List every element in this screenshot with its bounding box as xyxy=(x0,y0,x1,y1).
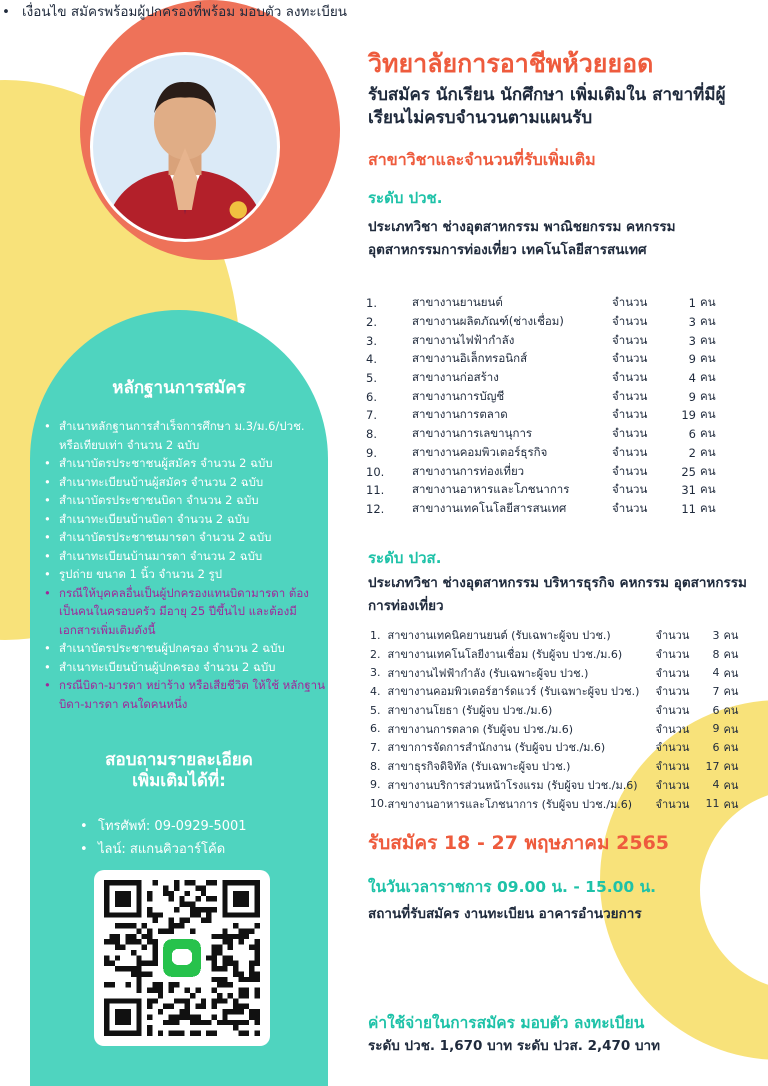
quantity-label: จำนวน xyxy=(612,444,648,459)
unit-label: คน xyxy=(723,685,739,699)
quantity-label: จำนวน xyxy=(612,407,648,422)
quota-row xyxy=(366,369,722,388)
unit-label: คน xyxy=(700,482,716,497)
divorce-note-item: • กรณีบิดา-มารดา หย่าร้าง หรือเสียชีวิต ให้ใช้ หลักฐาน บิดา-มารดา คนใดคนหนึ่ง xyxy=(44,676,326,713)
field-name: สาขางานคอมพิวเตอร์ฮาร์ดแวร์ (รับเฉพาะผู้จบ ปวช.) xyxy=(387,685,640,699)
quota-row xyxy=(366,387,722,406)
pvs-program-types: ประเภทวิชา ช่างอุตสาหกรรม บริหารธุรกิจ คหกรรม อุตสาหกรรมการท่องเที่ยว xyxy=(368,575,747,614)
quantity-label: จำนวน xyxy=(655,666,690,680)
field-name: สาขางานไฟฟ้ากำลัง (รับเฉพาะผู้จบ ปวช.) xyxy=(387,666,589,680)
quota-count: 9 xyxy=(688,352,696,367)
row-number: 10. xyxy=(366,464,385,479)
application-location: สถานที่รับสมัคร งานทะเบียน อาคารอำนวยการ xyxy=(368,906,642,922)
quota-row xyxy=(370,682,746,701)
row-number: 2. xyxy=(370,647,381,661)
phone-contact[interactable]: • โทรศัพท์: 09-0929-5001 xyxy=(80,815,247,838)
quantity-label: จำนวน xyxy=(655,704,690,718)
field-name: สาขางานการบัญชี xyxy=(412,388,505,403)
quota-row xyxy=(370,719,746,738)
unit-label: คน xyxy=(723,704,739,718)
quantity-label: จำนวน xyxy=(612,351,648,366)
office-hours: ในวันเวลาราชการ 09.00 น. - 15.00 น. xyxy=(368,878,657,896)
quota-row xyxy=(370,776,746,795)
row-number: 7. xyxy=(370,740,381,754)
quota-row xyxy=(366,444,722,463)
field-name: สาขางานอาหารและโภชนาการ xyxy=(412,482,570,497)
quota-row xyxy=(370,738,746,757)
unit-label: คน xyxy=(700,500,716,515)
quota-count: 3 xyxy=(712,628,720,642)
quota-row xyxy=(366,313,722,332)
evidence-item: • สำเนาทะเบียนบ้านบิดา จำนวน 2 ฉบับ xyxy=(44,510,326,529)
field-name: สาขางานอาหารและโภชนาการ (รับผู้จบ ปวช./ม.6) xyxy=(387,797,632,811)
field-name: สาขางานเทคโนโลยีงานเชื่อม (รับผู้จบ ปวช./ม.6) xyxy=(387,648,623,662)
quantity-label: จำนวน xyxy=(612,500,648,515)
quantity-label: จำนวน xyxy=(612,370,648,385)
quota-row xyxy=(370,645,746,664)
quota-row xyxy=(366,350,722,369)
evidence-title: หลักฐานการสมัคร xyxy=(112,378,246,398)
pvs-level-title: ระดับ ปวส. xyxy=(368,549,442,567)
contact-title-line1: สอบถามรายละเอียด xyxy=(105,750,253,770)
row-number: 12. xyxy=(366,501,385,516)
evidence-item: • รูปถ่าย ขนาด 1 นิ้ว จำนวน 2 รูป xyxy=(44,565,326,584)
quantity-label: จำนวน xyxy=(612,463,648,478)
recruitment-headline: รับสมัคร นักเรียน นักศึกษา เพิ่มเติมใน สาขาที่มีผู้เรียนไม่ครบจำนวนตามแผนรับ xyxy=(368,85,726,128)
unit-label: คน xyxy=(723,797,739,811)
row-number: 6. xyxy=(366,389,377,404)
pvc-quota-table xyxy=(366,294,722,518)
quota-row xyxy=(366,500,722,519)
unit-label: คน xyxy=(723,722,739,736)
field-name: สาขางานผลิตภัณฑ์(ช่างเชื่อม) xyxy=(412,314,564,329)
field-name: สาขางานไฟฟ้ากำลัง xyxy=(412,332,515,347)
pvc-program-types: ประเภทวิชา ช่างอุตสาหกรรม พาณิชยกรรม คหกรรม อุตสาหกรรมการท่องเที่ยว เทคโนโลยีสารสนเทศ xyxy=(368,219,676,258)
row-number: 4. xyxy=(366,352,377,367)
unit-label: คน xyxy=(700,407,716,422)
quantity-label: จำนวน xyxy=(655,685,690,699)
unit-label: คน xyxy=(700,370,716,385)
college-name: วิทยาลัยการอาชีพห้วยยอด xyxy=(368,49,654,78)
row-number: 3. xyxy=(370,666,381,680)
pvs-quota-table xyxy=(370,626,746,813)
evidence-item: • สำเนาทะเบียนบ้านผู้ปกครอง จำนวน 2 ฉบับ xyxy=(44,658,326,677)
quota-count: 31 xyxy=(681,483,696,498)
cost-title: ค่าใช้จ่ายในการสมัคร มอบตัว ลงทะเบียน xyxy=(368,1014,645,1032)
unit-label: คน xyxy=(700,332,716,347)
field-name: สาขางานก่อสร้าง xyxy=(412,370,499,385)
quantity-label: จำนวน xyxy=(612,426,648,441)
quota-row xyxy=(370,626,746,645)
quota-row xyxy=(370,663,746,682)
field-name: สาขางานอิเล็กทรอนิกส์ xyxy=(412,351,528,366)
quota-count: 1 xyxy=(688,296,696,311)
unit-label: คน xyxy=(700,426,716,441)
unit-label: คน xyxy=(723,629,739,643)
quota-row xyxy=(370,701,746,720)
quota-count: 4 xyxy=(712,666,720,680)
row-number: 5. xyxy=(366,371,377,386)
quota-row xyxy=(366,462,722,481)
row-number: 9. xyxy=(366,445,377,460)
quota-count: 8 xyxy=(712,647,720,661)
unit-label: คน xyxy=(723,760,739,774)
row-number: 5. xyxy=(370,703,381,717)
field-name: สาขางานโยธา (รับผู้จบ ปวช./ม.6) xyxy=(387,704,553,718)
quota-count: 4 xyxy=(712,778,720,792)
field-name: สาขาธุรกิจดิจิทัล (รับเฉพาะผู้จบ ปวช.) xyxy=(387,760,571,774)
application-dates: รับสมัคร 18 - 27 พฤษภาคม 2565 xyxy=(368,832,670,854)
field-name: สาขางานการเลขานุการ xyxy=(412,426,533,441)
guardian-note-item: • กรณีให้บุคคลอื่นเป็นผู้ปกครองแทนบิดามารดา ต้องเป็นคนในครอบครัว มีอายุ 25 ปีขึ้นไป และต้องมีเอกสารเพิ่มเติมดังนี้ xyxy=(44,584,326,640)
director-portrait xyxy=(90,52,280,242)
contact-title xyxy=(30,750,328,792)
field-name: สาขางานคอมพิวเตอร์ธุรกิจ xyxy=(412,444,548,459)
quota-row xyxy=(366,406,722,425)
line-contact: • ไลน์: สแกนคิวอาร์โค้ด xyxy=(80,838,247,861)
quota-row xyxy=(366,294,722,313)
row-number: 8. xyxy=(370,759,381,773)
field-name: สาขางานยานยนต์ xyxy=(412,295,503,310)
line-qr-code[interactable] xyxy=(94,870,270,1046)
unit-label: คน xyxy=(723,741,739,755)
quota-count: 6 xyxy=(712,703,720,717)
quantity-label: จำนวน xyxy=(612,388,648,403)
unit-label: คน xyxy=(700,463,716,478)
quota-row xyxy=(370,757,746,776)
row-number: 1. xyxy=(366,296,377,311)
evidence-item: • สำเนาทะเบียนบ้านมารดา จำนวน 2 ฉบับ xyxy=(44,547,326,566)
row-number: 8. xyxy=(366,427,377,442)
field-name: สาขาการจัดการสำนักงาน (รับผู้จบ ปวช./ม.6) xyxy=(387,741,606,755)
row-number: 2. xyxy=(366,315,377,330)
field-name: สาขางานเทคโนโลยีสารสนเทศ xyxy=(412,500,567,515)
row-number: 11. xyxy=(366,483,385,498)
quantity-label: จำนวน xyxy=(655,722,690,736)
condition-item: • เงื่อนไข สมัครพร้อมผู้ปกครองที่พร้อม มอบตัว ลงทะเบียน xyxy=(0,0,380,24)
pvc-level-title: ระดับ ปวช. xyxy=(368,189,443,207)
unit-label: คน xyxy=(700,388,716,403)
quantity-label: จำนวน xyxy=(655,629,690,643)
row-number: 1. xyxy=(370,628,381,642)
quota-count: 4 xyxy=(688,371,696,386)
unit-label: คน xyxy=(700,295,716,310)
cost-detail: ระดับ ปวช. 1,670 บาท ระดับ ปวส. 2,470 บาท xyxy=(368,1038,661,1054)
quota-count: 25 xyxy=(681,464,696,479)
row-number: 7. xyxy=(366,408,377,423)
unit-label: คน xyxy=(700,444,716,459)
row-number: 10. xyxy=(370,797,388,811)
evidence-item: • สำเนาบัตรประชาชนผู้สมัคร จำนวน 2 ฉบับ xyxy=(44,454,326,473)
quantity-label: จำนวน xyxy=(612,482,648,497)
condition-list xyxy=(0,0,380,24)
evidence-item: • สำเนาบัตรประชาชนมารดา จำนวน 2 ฉบับ xyxy=(44,528,326,547)
contact-list xyxy=(80,815,247,861)
quota-count: 9 xyxy=(712,722,720,736)
field-name: สาขางานการตลาด xyxy=(412,407,508,422)
quota-count: 6 xyxy=(712,740,720,754)
evidence-list xyxy=(44,417,326,713)
quantity-label: จำนวน xyxy=(612,295,648,310)
row-number: 6. xyxy=(370,722,381,736)
evidence-item: • สำเนาทะเบียนบ้านผู้สมัคร จำนวน 2 ฉบับ xyxy=(44,473,326,492)
quota-count: 6 xyxy=(688,427,696,442)
quantity-label: จำนวน xyxy=(655,760,690,774)
evidence-item: • สำเนาหลักฐานการสำเร็จการศึกษา ม.3/ม.6/ปวช. หรือเทียบเท่า จำนวน 2 ฉบับ xyxy=(44,417,326,454)
quota-count: 7 xyxy=(712,684,720,698)
quantity-label: จำนวน xyxy=(655,797,690,811)
field-name: สาขางานการตลาด (รับผู้จบ ปวช./ม.6) xyxy=(387,722,574,736)
unit-label: คน xyxy=(723,648,739,662)
quantity-label: จำนวน xyxy=(655,778,690,792)
quantity-label: จำนวน xyxy=(612,314,648,329)
quota-count: 3 xyxy=(688,315,696,330)
quantity-label: จำนวน xyxy=(612,332,648,347)
fields-heading: สาขาวิชาและจำนวนที่รับเพิ่มเติม xyxy=(368,150,596,169)
quota-count: 2 xyxy=(688,445,696,460)
row-number: 4. xyxy=(370,684,381,698)
evidence-item: • สำเนาบัตรประชาชนบิดา จำนวน 2 ฉบับ xyxy=(44,491,326,510)
quota-count: 11 xyxy=(681,501,696,516)
evidence-item: • สำเนาบัตรประชาชนผู้ปกครอง จำนวน 2 ฉบับ xyxy=(44,639,326,658)
portrait-illustration xyxy=(93,55,277,239)
field-name: สาขางานบริการส่วนหน้าโรงแรม (รับผู้จบ ปวช./ม.6) xyxy=(387,778,638,792)
field-name: สาขางานการท่องเที่ยว xyxy=(412,463,525,478)
quota-row xyxy=(366,425,722,444)
quota-count: 11 xyxy=(705,797,720,811)
quota-row xyxy=(370,794,746,813)
quantity-label: จำนวน xyxy=(655,741,690,755)
unit-label: คน xyxy=(723,666,739,680)
contact-title-line2: เพิ่มเติมได้ที่: xyxy=(132,771,226,791)
quota-count: 9 xyxy=(688,389,696,404)
quota-row xyxy=(366,331,722,350)
row-number: 9. xyxy=(370,778,381,792)
quota-count: 17 xyxy=(705,759,720,773)
quota-count: 19 xyxy=(681,408,696,423)
quota-row xyxy=(366,481,722,500)
unit-label: คน xyxy=(700,351,716,366)
quota-count: 3 xyxy=(688,333,696,348)
unit-label: คน xyxy=(723,778,739,792)
unit-label: คน xyxy=(700,314,716,329)
row-number: 3. xyxy=(366,333,377,348)
qr-code-icon xyxy=(104,880,260,1036)
quantity-label: จำนวน xyxy=(655,648,690,662)
field-name: สาขางานเทคนิคยานยนต์ (รับเฉพาะผู้จบ ปวช.) xyxy=(387,629,611,643)
